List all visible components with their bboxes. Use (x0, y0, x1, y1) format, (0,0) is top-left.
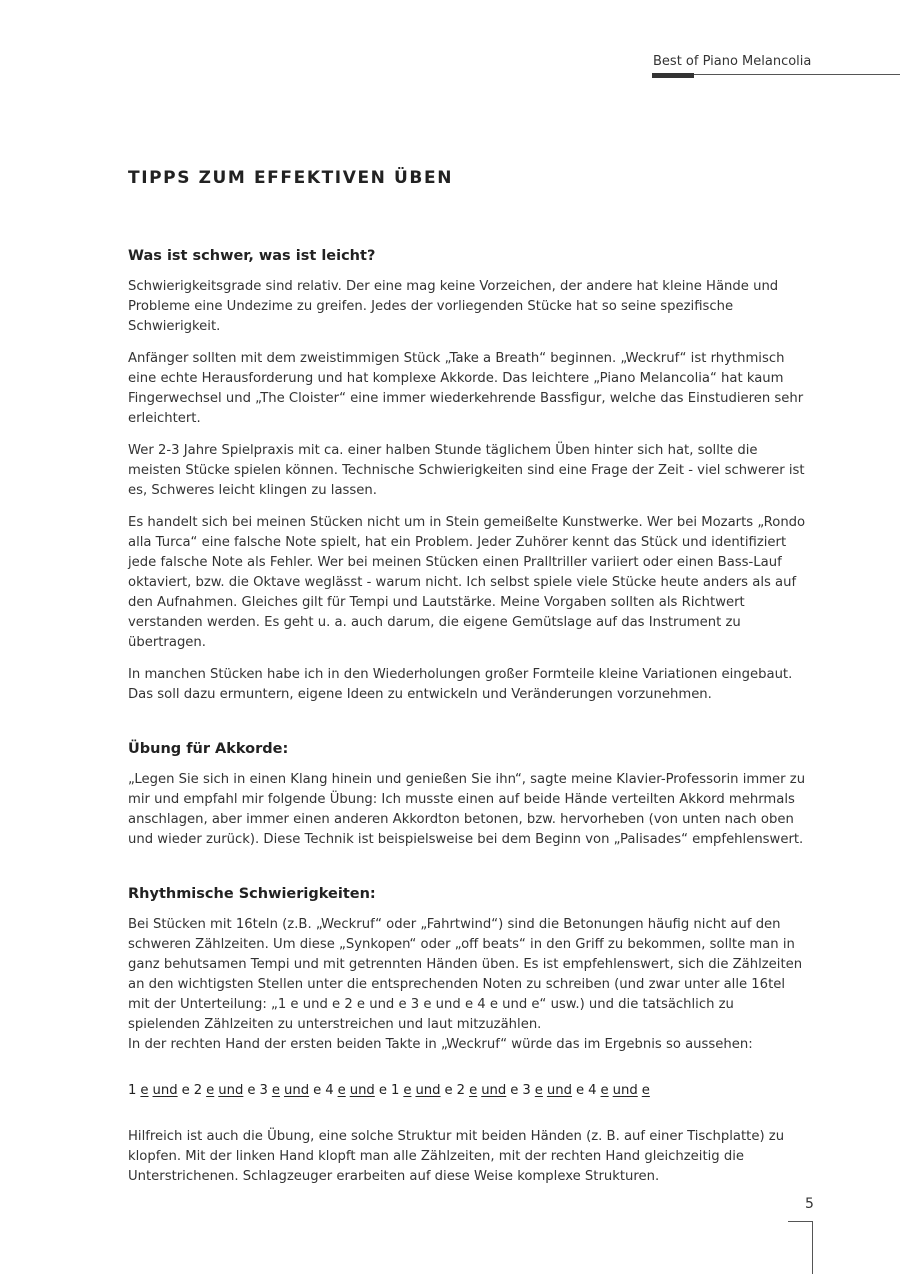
paragraph: Hilfreich ist auch die Übung, eine solche Struktur mit beiden Händen (z. B. auf einer Tischplatte) zu klopfen. Mit der linken Hand klopft man alle Zählzeiten, mit der rechten Hand gleichzeitig die Unterstrichenen. Schlagzeuger erarbeiten auf diese Weise komplexe Strukturen. (128, 1129, 785, 1184)
corner-mark-horizontal (788, 1221, 813, 1222)
rhythm-token: e (247, 1083, 256, 1098)
rhythm-token: 1 (390, 1083, 400, 1098)
section-heading: Was ist schwer, was ist leicht? (128, 248, 376, 264)
rhythm-token: 3 (522, 1083, 531, 1098)
rhythm-token-underlined: und (218, 1083, 244, 1098)
header-accent-block (652, 73, 694, 78)
page-content (128, 246, 808, 1199)
page-number: 5 (805, 1196, 814, 1212)
rhythm-token: 4 (325, 1083, 334, 1098)
rhythm-token: e (444, 1083, 453, 1098)
rhythm-token-underlined: und (349, 1083, 375, 1098)
paragraph: Wer 2-3 Jahre Spielpraxis mit ca. einer halben Stunde täglichem Üben hinter sich hat, sollte die meisten Stücke spielen können. Technische Schwierigkeiten sind eine Frage der Zeit - viel schwerer ist es, Schweres leicht klingen zu lassen. (128, 443, 805, 498)
rhythm-count-line (128, 1081, 808, 1101)
rhythm-token-underlined: und (481, 1083, 507, 1098)
rhythm-token-underlined: und (283, 1083, 310, 1098)
rhythm-token-underlined: e (600, 1083, 609, 1098)
rhythm-token-underlined: e (271, 1083, 280, 1098)
section-heading: Übung für Akkorde: (128, 741, 289, 757)
rhythm-token-underlined: und (152, 1083, 178, 1098)
rhythm-token: e (576, 1083, 585, 1098)
rhythm-token-underlined: e (534, 1083, 543, 1098)
rhythm-token-underlined: und (612, 1083, 638, 1098)
paragraph: In manchen Stücken habe ich in den Wiederholungen großer Formteile kleine Variationen eingebaut. Das soll dazu ermuntern, eigene Ideen zu entwickeln und Veränderungen vorzunehmen. (128, 667, 793, 702)
paragraph: Bei Stücken mit 16teln (z.B. „Weckruf“ oder „Fahrtwind“) sind die Betonungen häufig nicht auf den schweren Zählzeiten. Um diese „Synkopen“ oder „off beats“ in den Griff zu bekommen, sollte man in ganz behutsamen Tempi und mit getrennten Händen üben. Es ist empfehlenswert, sich die Zählzeiten an den wichtigsten Stellen unter die entsprechenden Noten zu schreiben (und zwar unter alle 16tel mit der Unterteilung: „1 e und e 2 e und e 3 e und e 4 e und e“ usw.) und die tatsächlich zu spielenden Zählzeiten zu unterstreichen und laut mitzuzählen. (128, 917, 803, 1032)
rhythm-token-underlined: e (337, 1083, 346, 1098)
rhythm-token-underlined: e (206, 1083, 215, 1098)
paragraph: Schwierigkeitsgrade sind relativ. Der eine mag keine Vorzeichen, der andere hat kleine Hände und Probleme eine Undezime zu greifen. Jedes der vorliegenden Stücke hat so seine spezifische Schwierigkeit. (128, 279, 779, 334)
rhythm-token: 2 (456, 1083, 466, 1098)
rhythm-token: e (181, 1083, 190, 1098)
rhythm-token: 4 (588, 1083, 597, 1098)
paragraph: Anfänger sollten mit dem zweistimmigen Stück „Take a Breath“ beginnen. „Weckruf“ ist rhythmisch eine echte Herausforderung und hat komplexe Akkorde. Das leichtere „Piano Melancolia“ hat kaum Fingerwechsel und „The Cloister“ eine immer wiederkehrende Bassfigur, welche das Einstudieren sehr erleichtert. (128, 351, 804, 426)
corner-mark-vertical (812, 1221, 813, 1274)
rhythm-token-underlined: e (641, 1083, 650, 1098)
rhythm-token: e (313, 1083, 322, 1098)
rhythm-token-underlined: und (546, 1083, 573, 1098)
rhythm-token: 2 (193, 1083, 203, 1098)
paragraph: In der rechten Hand der ersten beiden Takte in „Weckruf“ würde das im Ergebnis so aussehen: (128, 1037, 753, 1052)
rhythm-token: e (510, 1083, 519, 1098)
rhythm-token-underlined: und (415, 1083, 441, 1098)
running-header-title: Best of Piano Melancolia (653, 54, 812, 69)
rhythm-token-underlined: e (469, 1083, 478, 1098)
rhythm-token: 1 (128, 1083, 137, 1098)
rhythm-token: e (378, 1083, 387, 1098)
paragraph: „Legen Sie sich in einen Klang hinein und genießen Sie ihn“, sagte meine Klavier-Professorin immer zu mir und empfahl mir folgende Übung: Ich musste einen auf beide Hände verteilten Akkord mehrmals anschlagen, aber immer einen anderen Akkordton betonen, bzw. hervorheben (von unten nach oben und wieder zurück). Diese Technik ist beispielsweise bei dem Beginn von „Palisades“ empfehlenswert. (128, 772, 806, 847)
section-heading: Rhythmische Schwierigkeiten: (128, 886, 376, 902)
rhythm-token-underlined: e (140, 1083, 149, 1098)
paragraph: Es handelt sich bei meinen Stücken nicht um in Stein gemeißelte Kunstwerke. Wer bei Mozarts „Rondo alla Turca“ eine falsche Note spielt, hat ein Problem. Jeder Zuhörer kennt das Stück und identifiziert jede falsche Note als Fehler. Wer bei meinen Stücken einen Pralltriller variiert oder einen Bass-Lauf oktaviert, bzw. die Oktave weglässt - warum nicht. Ich selbst spiele viele Stücke heute anders als auf den Aufnahmen. Gleiches gilt für Tempi und Lautstärke. Meine Vorgaben sollten als Richtwert verstanden werden. Es geht u. a. auch darum, die eigene Gemütslage auf das Instrument zu übertragen. (128, 515, 806, 650)
page-title: TIPPS ZUM EFFEKTIVEN ÜBEN (128, 168, 454, 188)
rhythm-token: 3 (259, 1083, 268, 1098)
rhythm-token-underlined: e (403, 1083, 412, 1098)
